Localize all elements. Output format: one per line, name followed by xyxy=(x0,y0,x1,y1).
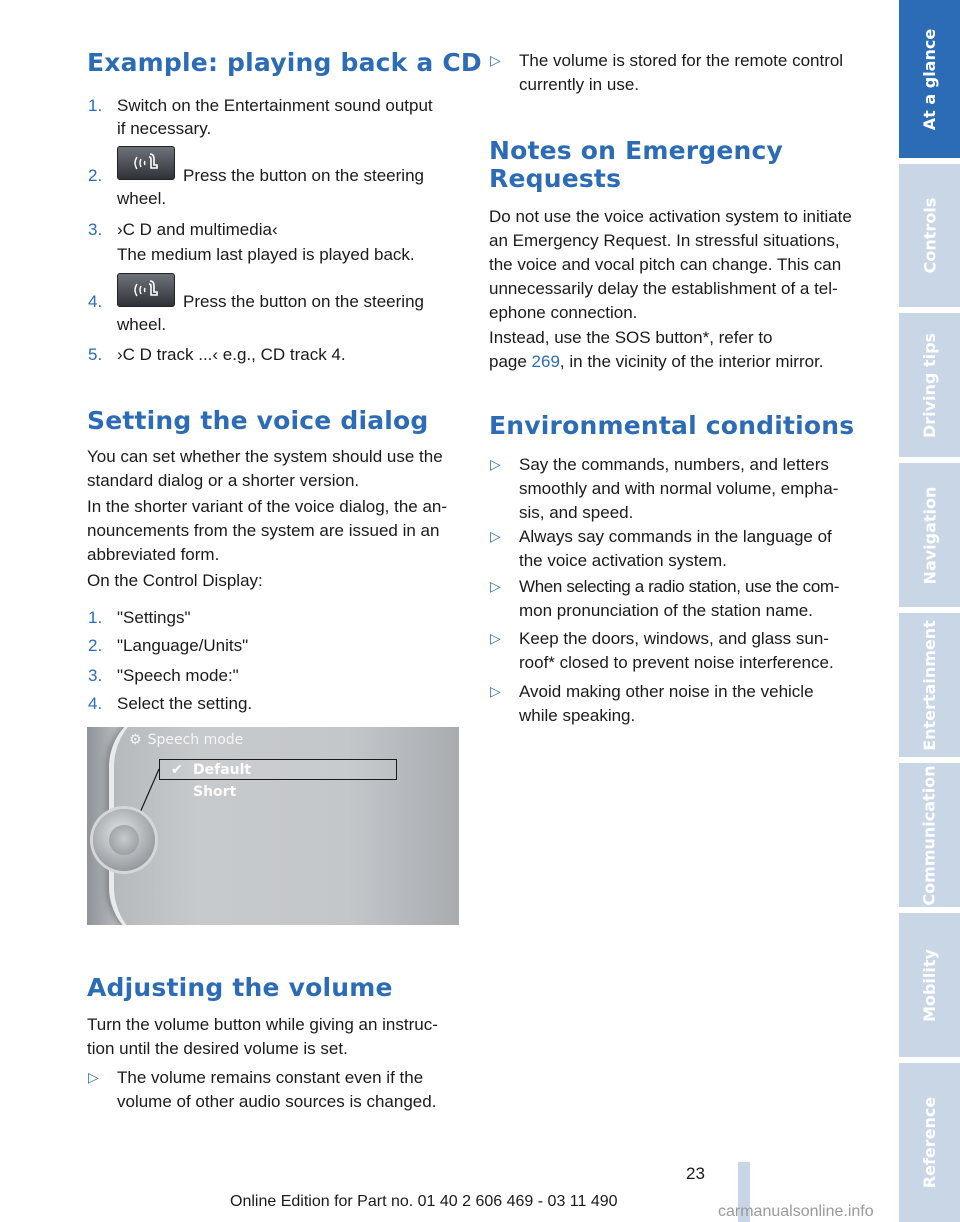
step-text: Select the setting. xyxy=(117,694,253,713)
paragraph-line: On the Control Display: xyxy=(87,571,263,590)
voice-command-icon xyxy=(132,151,160,175)
step-number: 4. xyxy=(88,694,103,713)
heading-environmental-conditions: Environmental conditions xyxy=(489,411,855,440)
step-number: 1. xyxy=(88,96,103,115)
tab-entertainment[interactable] xyxy=(899,613,960,757)
control-display-image xyxy=(87,727,459,925)
step-text: Press the button on the steering xyxy=(183,292,424,311)
paragraph-line: ephone connection. xyxy=(489,303,638,322)
tab-controls[interactable] xyxy=(899,164,960,307)
step-number: 2. xyxy=(88,166,103,185)
paragraph-line: an Emergency Request. In stressful situations, xyxy=(489,231,840,250)
bullet-text: Say the commands, numbers, and letters xyxy=(519,455,829,474)
step-number: 1. xyxy=(88,608,103,627)
step-text: "Settings" xyxy=(117,608,191,627)
tab-label: At a glance xyxy=(920,28,939,130)
tab-reference[interactable] xyxy=(899,1063,960,1222)
paragraph-line: nouncements from the system are issued in an xyxy=(87,521,440,540)
wrench-icon: ⚙ xyxy=(129,732,142,748)
paragraph-line: Turn the volume button while giving an instruc- xyxy=(87,1015,438,1034)
page-number: 23 xyxy=(686,1164,705,1183)
step-text: Press the button on the steering xyxy=(183,166,424,185)
step-number: 3. xyxy=(88,666,103,685)
watermark: carmanualsonline.info xyxy=(718,1203,874,1220)
step-number: 3. xyxy=(88,220,103,239)
bullet-text: sis, and speed. xyxy=(519,503,634,522)
bullet-text: Always say commands in the language of xyxy=(519,527,832,546)
bullet-triangle-icon: ▷ xyxy=(490,630,501,646)
step-text: The medium last played is played back. xyxy=(117,245,415,264)
paragraph-line: Instead, use the SOS button*, refer to xyxy=(489,328,773,347)
bullet-text: The volume remains constant even if the xyxy=(117,1068,424,1087)
paragraph-line: the voice and vocal pitch can change. This can xyxy=(489,255,842,274)
page-link-269[interactable]: 269 xyxy=(531,352,560,371)
tab-driving-tips[interactable] xyxy=(899,313,960,457)
step-text: wheel. xyxy=(117,189,167,208)
bullet-text: smoothly and with normal volume, empha- xyxy=(519,479,839,498)
text-span: , in the vicinity of the interior mirror. xyxy=(559,352,824,371)
paragraph-line xyxy=(489,350,824,373)
bullet-text: mon pronunciation of the station name. xyxy=(519,601,813,620)
check-icon: ✔ xyxy=(171,762,183,778)
tab-label: Controls xyxy=(920,197,940,274)
bullet-triangle-icon: ▷ xyxy=(88,1069,99,1085)
tab-navigation[interactable] xyxy=(899,463,960,607)
voice-button-image xyxy=(117,273,175,307)
heading-playing-back-cd: Example: playing back a CD xyxy=(87,48,482,77)
bullet-text: the voice activation system. xyxy=(519,551,727,570)
tab-label: Reference xyxy=(920,1096,940,1189)
bullet-triangle-icon: ▷ xyxy=(490,683,501,699)
paragraph-line: You can set whether the system should use the xyxy=(87,447,443,466)
heading-adjusting-volume: Adjusting the volume xyxy=(87,973,393,1002)
paragraph-line: tion until the desired volume is set. xyxy=(87,1039,348,1058)
step-text: ›C D track ...‹ e.g., CD track 4. xyxy=(117,345,346,364)
bullet-text: Avoid making other noise in the vehicle xyxy=(519,682,814,701)
bullet-triangle-icon: ▷ xyxy=(490,528,501,544)
step-text: "Language/Units" xyxy=(117,636,249,655)
step-number: 5. xyxy=(88,345,103,364)
bullet-text: roof* closed to prevent noise interference. xyxy=(519,653,834,672)
bullet-text: while speaking. xyxy=(519,706,636,725)
step-text: if necessary. xyxy=(117,119,212,138)
voice-button-image xyxy=(117,146,175,180)
tab-label: Mobility xyxy=(920,948,939,1022)
paragraph-line: unnecessarily delay the establishment of a tel- xyxy=(489,279,838,298)
tab-mobility[interactable] xyxy=(899,913,960,1057)
tab-at-a-glance[interactable] xyxy=(899,0,960,158)
paragraph-line: abbreviated form. xyxy=(87,545,220,564)
chapter-sidebar xyxy=(899,0,960,1222)
heading-emergency-requests-2: Requests xyxy=(489,164,622,193)
option-short: Short xyxy=(193,784,237,800)
bullet-text: Keep the doors, windows, and glass sun- xyxy=(519,629,829,648)
step-text: wheel. xyxy=(117,315,167,334)
tab-label: Communication xyxy=(920,764,940,906)
step-text: "Speech mode:" xyxy=(117,666,239,685)
bullet-triangle-icon: ▷ xyxy=(490,456,501,472)
option-default: Default xyxy=(193,762,252,778)
step-text: ›C D and multimedia‹ xyxy=(117,220,278,239)
bullet-text: When selecting a radio station, use the com- xyxy=(519,577,840,596)
bullet-triangle-icon: ▷ xyxy=(490,578,501,594)
footer-edition: Online Edition for Part no. 01 40 2 606 469 - 03 11 490 xyxy=(230,1193,618,1210)
paragraph-line: Do not use the voice activation system to initiate xyxy=(489,207,852,226)
display-title-text: Speech mode xyxy=(147,732,244,748)
tab-label: Entertainment xyxy=(920,619,939,751)
bullet-text: The volume is stored for the remote control xyxy=(519,51,844,70)
step-text: Switch on the Entertainment sound output xyxy=(117,96,433,115)
text-span: page xyxy=(489,352,532,371)
paragraph-line: In the shorter variant of the voice dialog, the an- xyxy=(87,497,448,516)
heading-emergency-requests: Notes on Emergency xyxy=(489,136,784,165)
paragraph-line: standard dialog or a shorter version. xyxy=(87,471,360,490)
tab-label: Navigation xyxy=(920,486,939,584)
tab-label: Driving tips xyxy=(920,332,939,438)
bullet-triangle-icon: ▷ xyxy=(490,52,501,68)
bullet-text: currently in use. xyxy=(519,75,639,94)
step-number: 4. xyxy=(88,292,103,311)
bullet-text: volume of other audio sources is changed. xyxy=(117,1092,437,1111)
tab-communication[interactable] xyxy=(899,763,960,907)
voice-command-icon xyxy=(132,278,160,302)
controller-knob xyxy=(93,809,155,871)
step-number: 2. xyxy=(88,636,103,655)
heading-voice-dialog: Setting the voice dialog xyxy=(87,406,429,435)
